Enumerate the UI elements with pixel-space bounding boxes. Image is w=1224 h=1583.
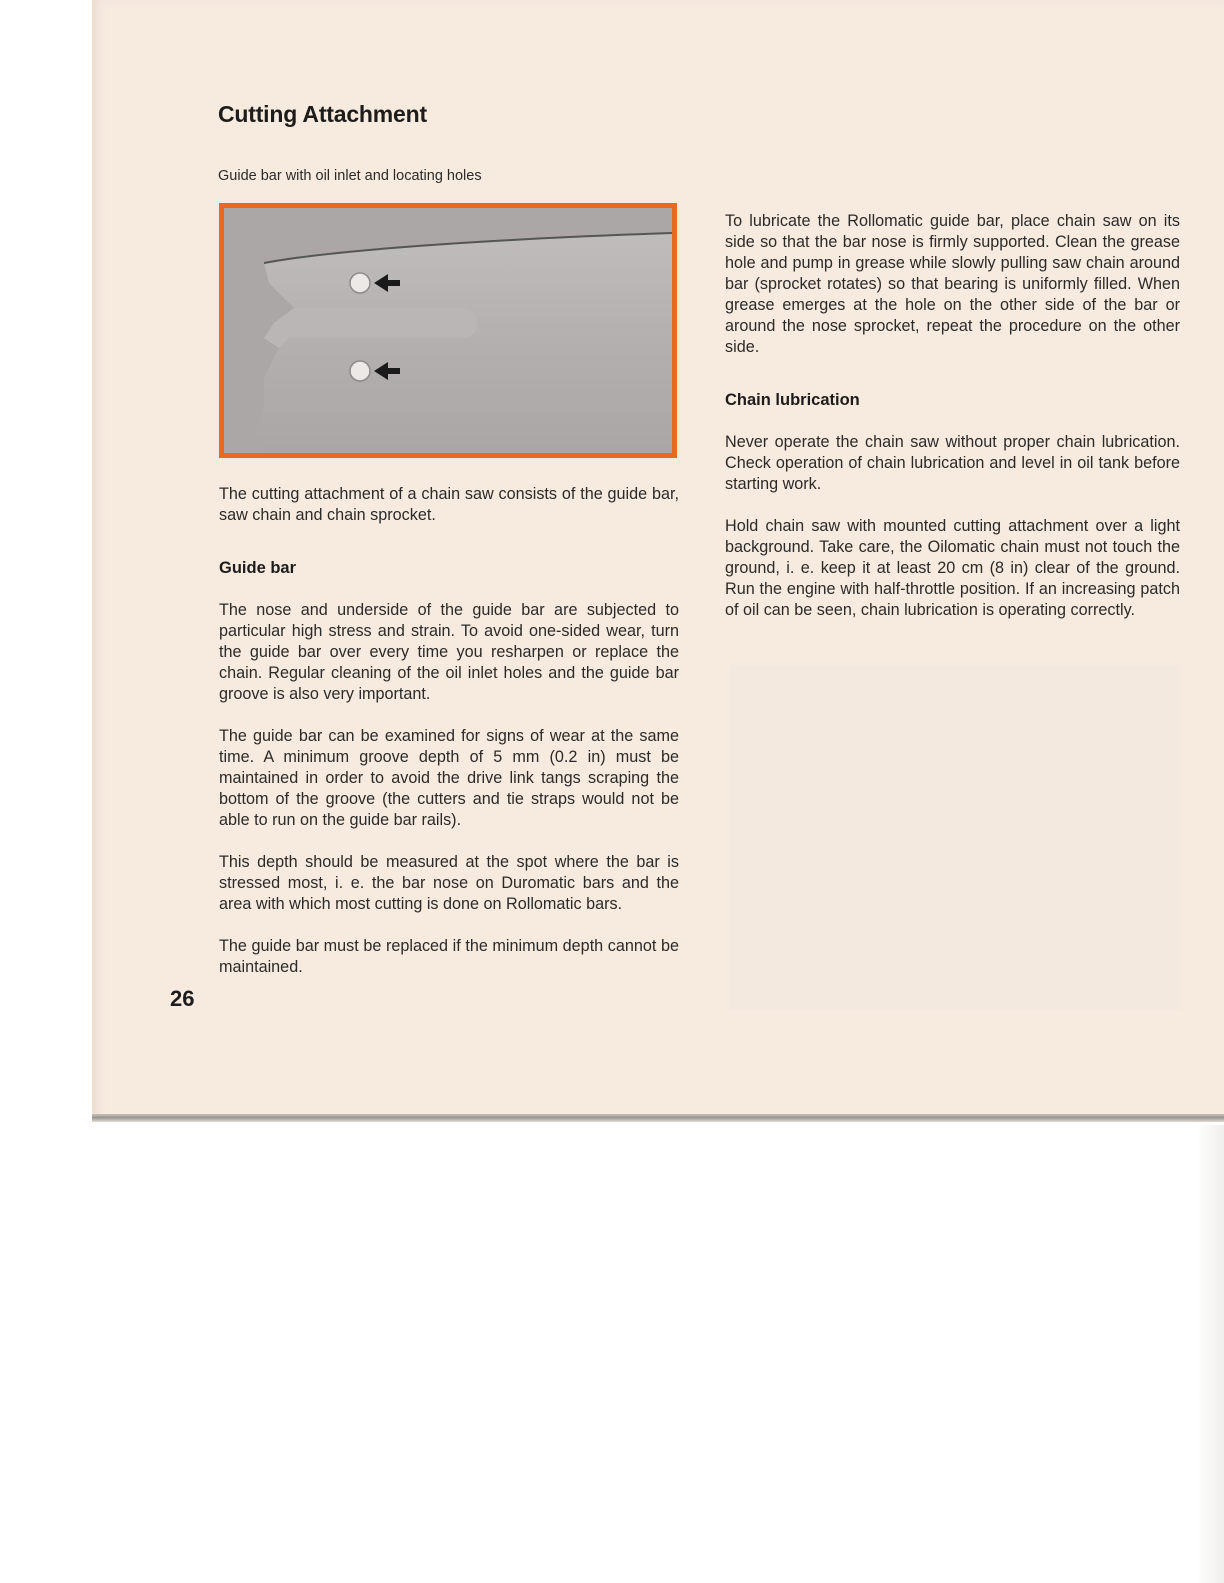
right-column [725,211,1180,642]
rollomatic-paragraph: To lubricate the Rollomatic guide bar, place chain saw on its side so that the bar nose is firmly supported. Clean the grease hole and pump in grease while slowly pulling saw chain around bar (sprocket rotates) so that bearing is uniformly filled. When grease emerges at the hole on the other side of the bar or around the nose sprocket, repeat the procedure on the other side. [725,212,1180,356]
chain-lubrication-paragraph-2: Hold chain saw with mounted cutting attachment over a light background. Take care, the Oilomatic chain must not touch the ground, i. e. keep it at least 20 cm (8 in) clear of the ground. Run the engine with half-throttle position. If an increasing patch of oil can be seen, chain lubrication is operating correctly. [725,517,1180,619]
guide-bar-photo [224,208,672,453]
page-bottom-edge [92,1114,1224,1122]
guide-bar-paragraph-2: The guide bar can be examined for signs of wear at the same time. A minimum groove depth of 5 mm (0.2 in) must be maintained in order to avoid the drive link tangs scraping the bottom of the groove (the cutters and tie straps would not be able to run on the guide bar rails). [219,727,679,829]
guide-bar-heading: Guide bar [219,559,297,577]
intro-paragraph: The cutting attachment of a chain saw consists of the guide bar, saw chain and chain sprocket. [219,485,679,524]
page-title: Cutting Attachment [218,101,427,127]
guide-bar-paragraph-3: This depth should be measured at the spot where the bar is stressed most, i. e. the bar nose on Duromatic bars and the area with which most cutting is done on Rollomatic bars. [219,853,679,913]
guide-bar-figure [219,203,677,458]
left-column [219,484,679,999]
locating-hole [350,361,370,381]
chain-lubrication-heading: Chain lubrication [725,391,860,409]
faint-print-area [730,665,1180,1010]
oil-inlet-hole [350,273,370,293]
figure-caption: Guide bar with oil inlet and locating holes [218,168,482,184]
page-number: 26 [170,986,195,1011]
chain-lubrication-paragraph-1: Never operate the chain saw without proper chain lubrication. Check operation of chain lubrication and level in oil tank before starting work. [725,433,1180,493]
scan-shadow [1196,1125,1224,1583]
guide-bar-paragraph-4: The guide bar must be replaced if the minimum depth cannot be maintained. [219,937,679,976]
guide-bar-paragraph-1: The nose and underside of the guide bar are subjected to particular high stress and strain. To avoid one-sided wear, turn the guide bar over every time you resharpen or replace the chain. Regular cleaning of the oil inlet holes and the guide bar groove is also very important. [219,601,679,703]
